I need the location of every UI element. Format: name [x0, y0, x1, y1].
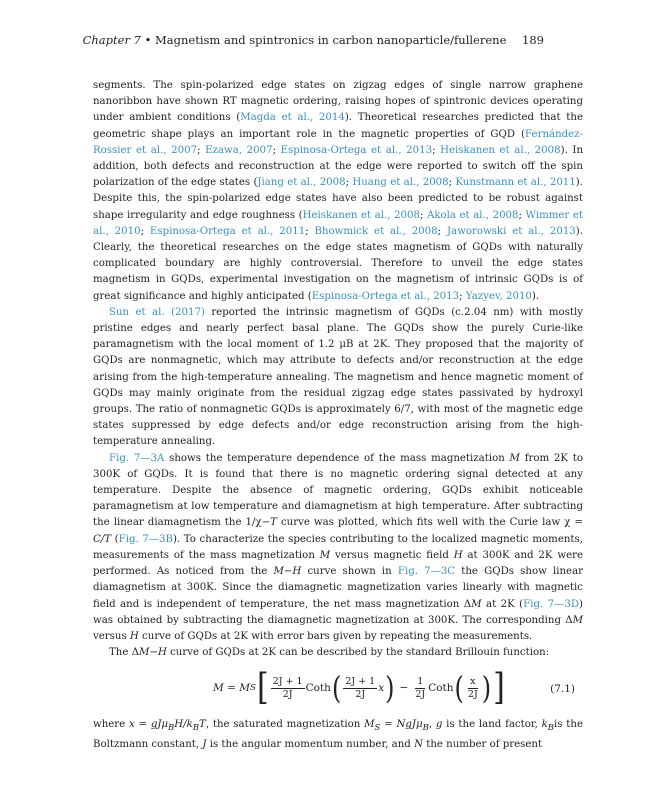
figure-link[interactable]: Fig. 7—3A — [109, 452, 165, 464]
equation-7-1 — [93, 665, 583, 711]
citation-link[interactable]: Espinosa-Ortega et al., 2013 — [280, 144, 433, 156]
citation-link[interactable]: Heiskanen et al., 2008 — [440, 144, 561, 156]
chapter-label: Chapter 7 — [82, 33, 141, 47]
citation-link[interactable]: Bhowmick et al., 2008 — [314, 225, 438, 237]
equation-number: (7.1) — [550, 683, 575, 696]
paragraph-2: Sun et al. (2017) reported the intrinsic magnetism of GQDs (c.2.04 nm) with mostly pristine edges and nearly perfect basal plane. The GQDs show the purely Curie-like paramagnetism with the local moment of 1.2 μB at 2K. They proposed that the majority of GQDs are nonmagnetic, which may attribute to defects and/or reconstruction at the edge arising from the high-temperature annealing. The magnetism and hence magnetic moment of GQDs may mainly originate from the residual zigzag edge states passivated by hydroxyl groups. The ratio of nonmagnetic GQDs is approximately 6/7, with most of the magnetic edge states suppressed by edge defects and/or edge reconstruction arising from the high-temperature annealing. — [93, 306, 583, 448]
figure-link[interactable]: Fig. 7—3D — [523, 598, 580, 610]
figure-link[interactable]: Fig. 7—3B — [118, 533, 173, 545]
body-text — [93, 78, 583, 753]
citation-link[interactable]: Magda et al., 2014 — [240, 112, 345, 124]
citation-link[interactable]: Jaworowski et al., 2013 — [446, 225, 576, 237]
citation-link[interactable]: Huang et al., 2008 — [352, 177, 449, 189]
citation-link[interactable]: Ezawa, 2007 — [205, 144, 273, 156]
paragraph-1: segments. The spin-polarized edge states on zigzag edges of single narrow graphene nanoribbon have shown RT magnetic ordering, raising hopes of spintronic devices operating under ambient conditions (Magda et al., 2014). Theoretical researches predicted that the geometric shape plays an important role in the magnetic properties of GQD (Fernández-Rossier et al., 2007; Ezawa, 2007; Espinosa-Ortega et al., 2013; Heiskanen et al., 2008). In addition, both defects and reconstruction at the edge were reported to switch off the spin polarization of the edge states (Jiang et al., 2008; Huang et al., 2008; Kunstmann et al., 2011). Despite this, the spin-polarized edge states have also been predicted to be robust against shape irregularity and edge roughness (Heiskanen et al., 2008; Akola et al., 2008; Wimmer et al., 2010; Espinosa-Ortega et al., 2011; Bhowmick et al., 2008; Jaworowski et al., 2013). Clearly, the theoretical researches on the edge states magnetism of GQDs with naturally complicated boundary are highly controversial. Therefore to unveil the edge states magnetism in GQDs, experimental investigation on the magnetism of intrinsic GQDs is of great significance and highly anticipated (Espinosa-Ortega et al., 2013; Yazyev, 2010). — [93, 80, 584, 302]
citation-link[interactable]: Wimmer et al., 2010 — [93, 209, 583, 237]
running-header — [40, 33, 544, 47]
citation-link[interactable]: Fernández-Rossier et al., 2007 — [93, 128, 583, 156]
page-number: 189 — [522, 33, 544, 47]
citation-link[interactable]: Jiang et al., 2008 — [257, 177, 346, 189]
paragraph-4: The ΔM−H curve of GQDs at 2K can be described by the standard Brillouin function: — [109, 647, 550, 659]
citation-link[interactable]: Yazyev, 2010 — [465, 290, 532, 302]
citation-link[interactable]: Espinosa-Ortega et al., 2013 — [311, 290, 460, 302]
citation-link[interactable]: Heiskanen et al., 2008 — [302, 209, 420, 221]
citation-link[interactable]: Kunstmann et al., 2011 — [455, 177, 576, 189]
citation-link[interactable]: Sun et al. (2017) — [109, 306, 205, 318]
header-bullet: • — [144, 33, 152, 47]
citation-link[interactable]: Espinosa-Ortega et al., 2011 — [149, 225, 306, 237]
paragraph-5: where $x = gJ\mu_BH/k_BT$, the saturated magnetization $M_S = NgJ\mu_B$, g is the land factor, $k_Bis$ the Boltzmann constant, J is the angular momentum number, and N the number of present — [93, 719, 583, 750]
chapter-title: Magnetism and spintronics in carbon nanoparticle/fullerene — [155, 33, 507, 47]
figure-link[interactable]: Fig. 7—3C — [397, 566, 456, 578]
paragraph-3: Fig. 7—3A shows the temperature dependence of the mass magnetization M from 2K to 300K of GQDs. It is found that there is no magnetic ordering signal detected at any temperature. Despite the absence of magnetic ordering, GQDs exhibit noticeable paramagnetism at low temperature and diamagnetism at high temperature. After subtracting the linear diamagnetism the 1/χ−T curve was plotted, which fits well with the Curie law χ = C/T (Fig. 7—3B). To characterize the species contributing to the localized magnetic moments, measurements of the mass magnetization M versus magnetic field H at 300K and 2K were performed. As noticed from the M−H curve shown in Fig. 7—3C the GQDs show linear diamagnetism at 300K. Since the diamagnetic magnetization varies linearly with magnetic field and is independent of temperature, the net mass magnetization ΔM at 2K (Fig. 7—3D) was obtained by subtracting the diamagnetic magnetization at 300K. The corresponding ΔM versus H curve of GQDs at 2K with error bars given by repeating the measurements. — [93, 452, 584, 642]
citation-link[interactable]: Akola et al., 2008 — [426, 209, 519, 221]
brillouin-formula: M = M S [ $\frac{2J + 1}{2J}$ Coth ( $\frac{2J + 1}{2J}$ x ) − $\frac{1}{2J}$ Coth ( $\frac{x}{2J}$ ) ] — [213, 666, 505, 709]
